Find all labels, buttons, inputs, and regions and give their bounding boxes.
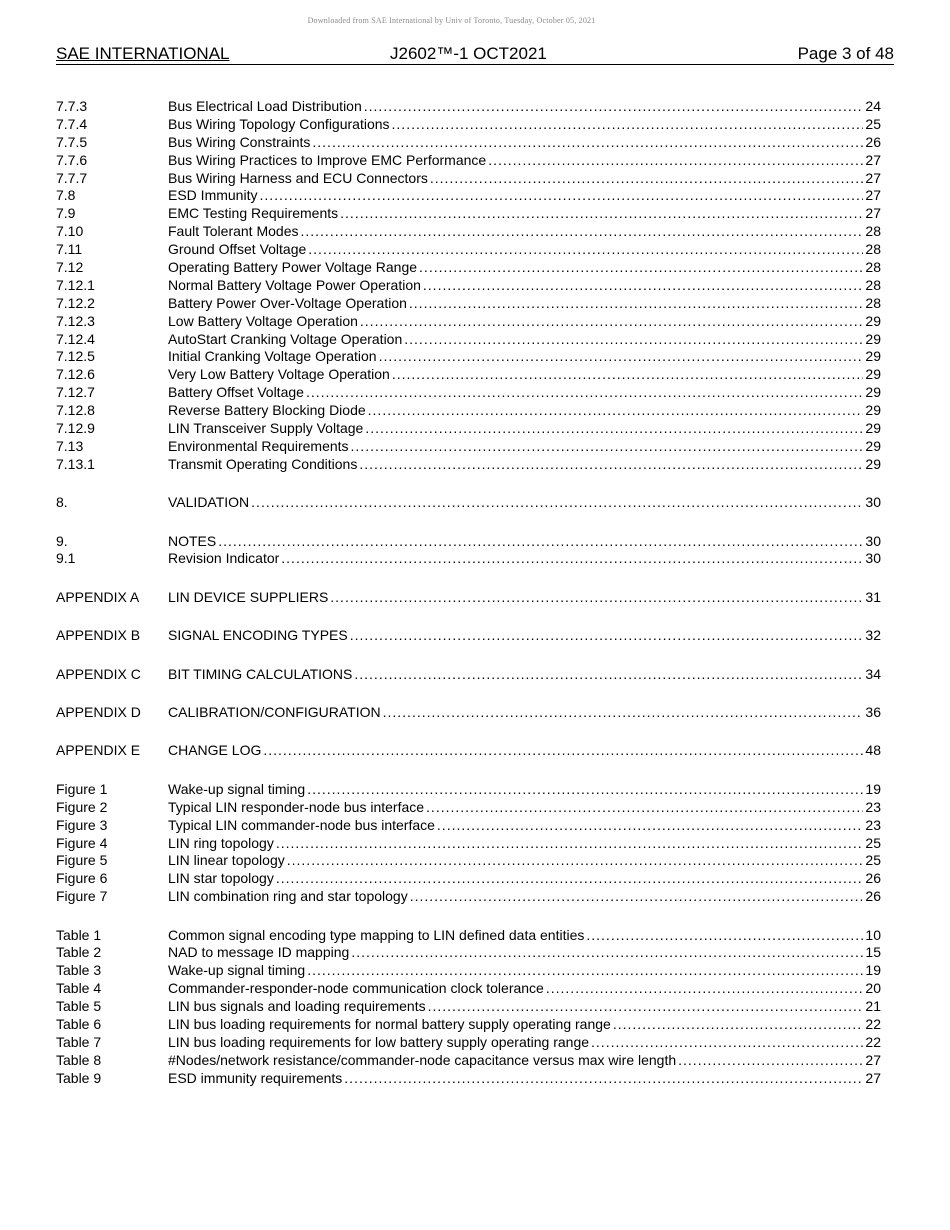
toc-dot-leader	[364, 98, 864, 116]
toc-entry-number: APPENDIX C	[56, 665, 141, 682]
toc-entry-page: 19	[865, 962, 881, 979]
toc-entry-page: 29	[865, 384, 881, 401]
toc-entry-number: 7.12.1	[56, 276, 95, 293]
toc-entry-number: 7.12.4	[56, 330, 95, 347]
toc-entry[interactable]	[56, 223, 881, 241]
toc-dot-leader	[409, 295, 864, 313]
toc-entry[interactable]	[56, 259, 881, 277]
toc-entry-title: NOTES	[168, 532, 217, 549]
toc-entry-number: 7.10	[56, 223, 84, 240]
toc-entry-title: Low Battery Voltage Operation	[168, 312, 358, 329]
toc-entry-title: Bus Wiring Harness and ECU Connectors	[168, 169, 428, 186]
toc-dot-leader	[308, 241, 863, 259]
toc-entry[interactable]	[56, 494, 881, 512]
toc-entry[interactable]	[56, 742, 881, 760]
toc-entry-title: Initial Cranking Voltage Operation	[168, 348, 377, 365]
toc-entry-line	[168, 980, 881, 998]
toc-dot-leader	[344, 1070, 863, 1088]
toc-entry-page: 30	[865, 494, 881, 511]
toc-entry-line	[168, 852, 881, 870]
toc-entry-line	[168, 331, 881, 349]
toc-entry-number: 9.1	[56, 550, 76, 567]
toc-entry-title: BIT TIMING CALCULATIONS	[168, 665, 353, 682]
toc-entry-line	[168, 998, 881, 1016]
toc-dot-leader	[351, 944, 863, 962]
toc-entry-number: 7.12.6	[56, 366, 95, 383]
toc-entry-page: 26	[865, 870, 881, 887]
toc-entry[interactable]	[56, 704, 881, 722]
toc-entry-title: LIN ring topology	[168, 834, 274, 851]
toc-entry-line	[168, 799, 881, 817]
toc-entry-page: 27	[865, 205, 881, 222]
toc-dot-leader	[306, 384, 863, 402]
toc-entry-number: Figure 1	[56, 780, 108, 797]
toc-entry-page: 22	[865, 1016, 881, 1033]
toc-entry[interactable]	[56, 1052, 881, 1070]
toc-entry-page: 21	[865, 998, 881, 1015]
toc-dot-leader	[437, 817, 864, 835]
toc-entry-page: 29	[865, 330, 881, 347]
toc-entry-title: Reverse Battery Blocking Diode	[168, 402, 366, 419]
toc-dot-leader	[359, 456, 863, 474]
toc-entry-line	[168, 927, 881, 945]
toc-dot-leader	[426, 799, 863, 817]
toc-dot-leader	[404, 331, 863, 349]
toc-entry-title: Wake-up signal timing	[168, 780, 306, 797]
toc-entry-line	[168, 1016, 881, 1034]
header-document-id: J2602™-1 OCT2021	[390, 44, 547, 63]
toc-entry-page: 27	[865, 1051, 881, 1068]
toc-entry-title: Bus Wiring Practices to Improve EMC Performance	[168, 151, 487, 168]
toc-entry-line	[168, 277, 881, 295]
toc-entry-line	[168, 187, 881, 205]
toc-entry[interactable]	[56, 799, 881, 817]
toc-entry[interactable]	[56, 384, 881, 402]
toc-entry[interactable]	[56, 402, 881, 420]
toc-entry[interactable]	[56, 627, 881, 645]
toc-spacer	[56, 645, 881, 666]
toc-dot-leader	[263, 742, 863, 760]
toc-entry-title: LIN DEVICE SUPPLIERS	[168, 588, 329, 605]
toc-dot-leader	[423, 277, 864, 295]
toc-entry-title: LIN bus loading requirements for low battery supply operating range	[168, 1033, 590, 1050]
toc-dot-leader	[379, 348, 864, 366]
toc-dot-leader	[350, 627, 864, 645]
toc-entry-title: Ground Offset Voltage	[168, 241, 307, 258]
toc-entry[interactable]	[56, 962, 881, 980]
toc-entry-line	[168, 438, 881, 456]
toc-entry[interactable]	[56, 98, 881, 116]
toc-dot-leader	[281, 550, 863, 568]
toc-entry-title: Operating Battery Power Voltage Range	[168, 259, 418, 276]
toc-entry-line	[168, 835, 881, 853]
toc-entry-line	[168, 666, 881, 684]
toc-entry[interactable]	[56, 205, 881, 223]
toc-entry-number: 7.12.7	[56, 384, 95, 401]
toc-entry-page: 22	[865, 1033, 881, 1050]
table-of-contents	[56, 98, 881, 1088]
toc-spacer	[56, 474, 881, 495]
toc-entry[interactable]	[56, 666, 881, 684]
toc-entry-title: ESD immunity requirements	[168, 1069, 343, 1086]
toc-entry-number: Table 4	[56, 980, 102, 997]
toc-entry[interactable]	[56, 533, 881, 551]
toc-spacer	[56, 722, 881, 743]
toc-entry-number: 7.7.5	[56, 133, 88, 150]
toc-entry-title: LIN bus signals and loading requirements	[168, 998, 426, 1015]
toc-dot-leader	[591, 1034, 863, 1052]
toc-entry-page: 29	[865, 455, 881, 472]
toc-entry-page: 28	[865, 241, 881, 258]
toc-spacer	[56, 512, 881, 533]
toc-dot-leader	[330, 589, 863, 607]
toc-dot-leader	[287, 852, 864, 870]
toc-entry-line	[168, 313, 881, 331]
toc-entry-line	[168, 781, 881, 799]
toc-entry-line	[168, 456, 881, 474]
toc-entry-title: Typical LIN commander-node bus interface	[168, 816, 435, 833]
toc-dot-leader	[613, 1016, 864, 1034]
toc-entry[interactable]	[56, 456, 881, 474]
toc-dot-leader	[276, 835, 864, 853]
toc-entry[interactable]	[56, 1016, 881, 1034]
toc-entry-line	[168, 589, 881, 607]
toc-entry-line	[168, 366, 881, 384]
toc-entry[interactable]	[56, 187, 881, 205]
toc-entry-title: Environmental Requirements	[168, 437, 349, 454]
toc-dot-leader	[410, 888, 864, 906]
toc-entry-title: VALIDATION	[168, 494, 250, 511]
toc-entry-page: 10	[865, 926, 881, 943]
toc-entry-page: 32	[865, 627, 881, 644]
toc-dot-leader	[546, 980, 864, 998]
toc-entry-title: Very Low Battery Voltage Operation	[168, 366, 390, 383]
toc-entry-title: CALIBRATION/CONFIGURATION	[168, 704, 381, 721]
toc-entry-title: Bus Electrical Load Distribution	[168, 98, 362, 114]
toc-entry-line	[168, 348, 881, 366]
toc-dot-leader	[354, 666, 863, 684]
toc-entry-page: 48	[865, 742, 881, 759]
toc-entry-number: 7.7.3	[56, 98, 88, 114]
toc-entry-line	[168, 384, 881, 402]
toc-dot-leader	[307, 781, 863, 799]
toc-entry[interactable]	[56, 927, 881, 945]
toc-dot-leader	[365, 420, 863, 438]
toc-entry-title: Typical LIN responder-node bus interface	[168, 798, 425, 815]
toc-dot-leader	[251, 494, 863, 512]
toc-spacer	[56, 760, 881, 781]
toc-entry-title: #Nodes/network resistance/commander-node capacitance versus max wire length	[168, 1051, 677, 1068]
toc-entry[interactable]	[56, 980, 881, 998]
toc-spacer	[56, 568, 881, 589]
toc-entry-number: 7.12.8	[56, 402, 95, 419]
toc-entry-title: Commander-responder-node communication clock tolerance	[168, 980, 544, 997]
toc-entry-line	[168, 550, 881, 568]
toc-entry-number: 7.13	[56, 437, 84, 454]
toc-dot-leader	[360, 313, 864, 331]
toc-entry-title: Transmit Operating Conditions	[168, 455, 358, 472]
toc-entry-number: Table 6	[56, 1016, 102, 1033]
toc-entry[interactable]	[56, 366, 881, 384]
toc-entry-number: 7.7.6	[56, 151, 88, 168]
toc-entry-number: Figure 6	[56, 870, 108, 887]
toc-entry-number: 7.13.1	[56, 455, 95, 472]
toc-entry-title: SIGNAL ENCODING TYPES	[168, 627, 348, 644]
toc-entry-page: 23	[865, 816, 881, 833]
toc-dot-leader	[419, 259, 863, 277]
toc-entry[interactable]	[56, 888, 881, 906]
toc-dot-leader	[488, 152, 863, 170]
toc-entry-line	[168, 817, 881, 835]
toc-entry-page: 29	[865, 348, 881, 365]
toc-entry[interactable]	[56, 420, 881, 438]
toc-entry-page: 24	[865, 98, 881, 114]
toc-dot-leader	[307, 962, 863, 980]
toc-entry-line	[168, 98, 881, 116]
toc-dot-leader	[586, 927, 863, 945]
toc-entry-number: 7.12	[56, 259, 84, 276]
toc-dot-leader	[368, 402, 864, 420]
toc-entry-page: 20	[865, 980, 881, 997]
toc-entry[interactable]	[56, 817, 881, 835]
toc-entry-page: 30	[865, 550, 881, 567]
toc-entry-title: Common signal encoding type mapping to LIN defined data entities	[168, 926, 585, 943]
toc-entry-page: 26	[865, 888, 881, 905]
toc-entry-line	[168, 223, 881, 241]
toc-entry-number: 7.12.9	[56, 420, 95, 437]
toc-entry-title: AutoStart Cranking Voltage Operation	[168, 330, 403, 347]
toc-entry-number: Table 2	[56, 944, 102, 961]
toc-entry-page: 25	[865, 115, 881, 132]
toc-entry-line	[168, 494, 881, 512]
toc-dot-leader	[428, 998, 864, 1016]
toc-entry-line	[168, 944, 881, 962]
toc-entry-title: CHANGE LOG	[168, 742, 262, 759]
toc-entry[interactable]	[56, 295, 881, 313]
toc-entry-number: 7.8	[56, 187, 76, 204]
toc-spacer	[56, 684, 881, 705]
toc-entry-title: LIN star topology	[168, 870, 274, 887]
toc-entry-page: 27	[865, 187, 881, 204]
toc-entry-title: Bus Wiring Constraints	[168, 133, 311, 150]
toc-entry-number: 7.12.2	[56, 294, 95, 311]
toc-entry-title: LIN combination ring and star topology	[168, 888, 408, 905]
toc-entry-title: LIN bus loading requirements for normal battery supply operating range	[168, 1016, 611, 1033]
toc-entry-number: 7.12.5	[56, 348, 95, 365]
toc-entry-title: LIN linear topology	[168, 852, 285, 869]
toc-entry[interactable]	[56, 348, 881, 366]
toc-entry-page: 31	[865, 588, 881, 605]
toc-entry-number: Figure 4	[56, 834, 108, 851]
toc-entry-page: 25	[865, 834, 881, 851]
header-organization: SAE INTERNATIONAL	[56, 44, 230, 63]
toc-dot-leader	[276, 870, 864, 888]
toc-entry[interactable]	[56, 170, 881, 188]
toc-entry-title: Battery Offset Voltage	[168, 384, 304, 401]
toc-entry[interactable]	[56, 313, 881, 331]
toc-entry-page: 28	[865, 294, 881, 311]
toc-dot-leader	[340, 205, 863, 223]
toc-entry-line	[168, 1052, 881, 1070]
page-header	[56, 43, 894, 65]
toc-entry-page: 34	[865, 665, 881, 682]
header-page-number: Page 3 of 48	[797, 44, 894, 63]
toc-entry-number: Table 5	[56, 998, 102, 1015]
toc-entry-line	[168, 116, 881, 134]
toc-dot-leader	[392, 366, 864, 384]
toc-entry-number: Table 7	[56, 1033, 102, 1050]
toc-entry-number: 8.	[56, 494, 68, 511]
toc-entry[interactable]	[56, 870, 881, 888]
toc-entry-page: 26	[865, 133, 881, 150]
toc-entry[interactable]	[56, 1070, 881, 1088]
toc-entry-line	[168, 259, 881, 277]
toc-entry-number: Figure 2	[56, 798, 108, 815]
toc-entry-page: 15	[865, 944, 881, 961]
toc-entry-title: ESD Immunity	[168, 187, 258, 204]
toc-entry-line	[168, 742, 881, 760]
toc-entry-title: EMC Testing Requirements	[168, 205, 339, 222]
toc-entry[interactable]	[56, 781, 881, 799]
toc-entry[interactable]	[56, 152, 881, 170]
toc-entry-number: APPENDIX A	[56, 588, 140, 605]
toc-entry-page: 19	[865, 780, 881, 797]
toc-entry-page: 27	[865, 151, 881, 168]
toc-entry[interactable]	[56, 116, 881, 134]
toc-entry-line	[168, 1070, 881, 1088]
toc-dot-leader	[312, 134, 863, 152]
toc-entry-line	[168, 962, 881, 980]
toc-entry-number: 7.11	[56, 241, 83, 258]
toc-entry[interactable]	[56, 438, 881, 456]
toc-entry-line	[168, 152, 881, 170]
toc-entry-number: Table 1	[56, 926, 102, 943]
toc-entry-line	[168, 420, 881, 438]
toc-entry-line	[168, 533, 881, 551]
toc-dot-leader	[259, 187, 863, 205]
toc-entry-line	[168, 295, 881, 313]
toc-entry-page: 29	[865, 366, 881, 383]
toc-entry[interactable]	[56, 852, 881, 870]
toc-entry-number: Figure 7	[56, 888, 108, 905]
toc-entry-title: Battery Power Over-Voltage Operation	[168, 294, 407, 311]
toc-entry[interactable]	[56, 550, 881, 568]
toc-dot-leader	[218, 533, 863, 551]
toc-entry-line	[168, 627, 881, 645]
toc-entry[interactable]	[56, 944, 881, 962]
toc-entry-number: Figure 5	[56, 852, 108, 869]
toc-spacer	[56, 607, 881, 628]
toc-entry-page: 36	[865, 704, 881, 721]
toc-entry-page: 29	[865, 402, 881, 419]
toc-entry-line	[168, 241, 881, 259]
toc-entry-page: 25	[865, 852, 881, 869]
toc-entry-number: Table 3	[56, 962, 102, 979]
toc-entry-line	[168, 888, 881, 906]
toc-entry-number: APPENDIX B	[56, 627, 141, 644]
toc-entry[interactable]	[56, 241, 881, 259]
toc-entry-line	[168, 134, 881, 152]
toc-entry-number: 9.	[56, 532, 68, 549]
toc-entry-number: 7.7.4	[56, 115, 88, 132]
toc-entry-line	[168, 704, 881, 722]
toc-dot-leader	[678, 1052, 863, 1070]
toc-entry-page: 29	[865, 437, 881, 454]
toc-entry-page: 28	[865, 223, 881, 240]
toc-dot-leader	[392, 116, 864, 134]
toc-entry-title: Wake-up signal timing	[168, 962, 306, 979]
toc-entry-line	[168, 1034, 881, 1052]
toc-entry-title: Fault Tolerant Modes	[168, 223, 299, 240]
toc-entry-page: 29	[865, 420, 881, 437]
toc-dot-leader	[300, 223, 863, 241]
toc-entry-page: 30	[865, 532, 881, 549]
toc-entry-title: LIN Transceiver Supply Voltage	[168, 420, 364, 437]
toc-dot-leader	[430, 170, 864, 188]
toc-entry[interactable]	[56, 835, 881, 853]
toc-entry[interactable]	[56, 998, 881, 1016]
toc-entry[interactable]	[56, 134, 881, 152]
toc-entry[interactable]	[56, 1034, 881, 1052]
toc-entry-title: NAD to message ID mapping	[168, 944, 350, 961]
toc-entry-line	[168, 170, 881, 188]
toc-entry-page: 28	[865, 259, 881, 276]
toc-entry-number: 7.9	[56, 205, 76, 222]
toc-entry-line	[168, 205, 881, 223]
toc-entry-number: 7.12.3	[56, 312, 95, 329]
toc-dot-leader	[351, 438, 864, 456]
toc-entry-number: Figure 3	[56, 816, 108, 833]
toc-entry-title: Normal Battery Voltage Power Operation	[168, 276, 421, 293]
download-watermark: Downloaded from SAE International by Univ of Toronto, Tuesday, October 05, 2021	[307, 16, 596, 25]
toc-entry-number: APPENDIX D	[56, 704, 141, 721]
toc-entry-title: Revision Indicator	[168, 550, 280, 567]
toc-entry-page: 28	[865, 276, 881, 293]
toc-entry-line	[168, 402, 881, 420]
toc-entry-number: APPENDIX E	[56, 742, 141, 759]
toc-entry-title: Bus Wiring Topology Configurations	[168, 115, 390, 132]
toc-entry[interactable]	[56, 277, 881, 295]
toc-spacer	[56, 906, 881, 927]
toc-entry-number: Table 8	[56, 1051, 102, 1068]
toc-entry-line	[168, 870, 881, 888]
toc-dot-leader	[383, 704, 864, 722]
toc-entry-number: 7.7.7	[56, 169, 88, 186]
toc-entry[interactable]	[56, 589, 881, 607]
toc-entry-number: Table 9	[56, 1069, 102, 1086]
toc-entry-page: 23	[865, 798, 881, 815]
toc-entry-page: 29	[865, 312, 881, 329]
toc-entry[interactable]	[56, 331, 881, 349]
toc-entry-page: 27	[865, 169, 881, 186]
toc-entry-page: 27	[865, 1069, 881, 1086]
